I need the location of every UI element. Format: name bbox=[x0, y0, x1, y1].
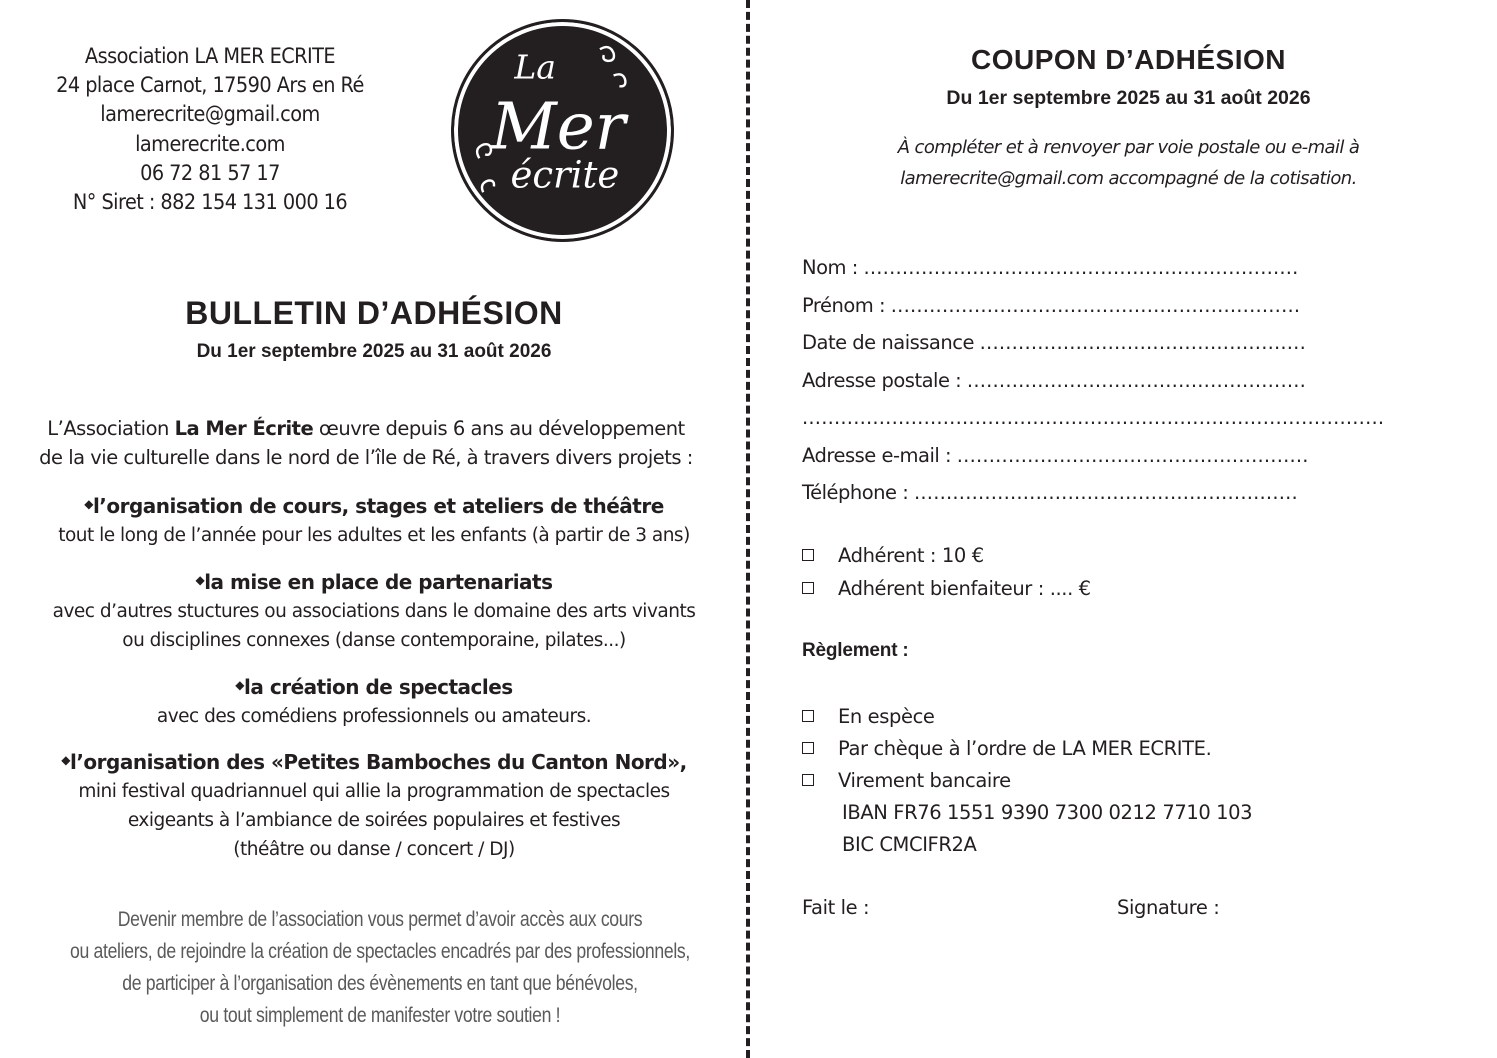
swirl-icon bbox=[477, 144, 491, 158]
contact-block bbox=[35, 42, 385, 217]
field-dotted-line[interactable]: ................................................... bbox=[979, 331, 1306, 354]
field-label: Nom : bbox=[802, 256, 864, 279]
checkbox-icon[interactable] bbox=[802, 774, 814, 786]
la-mer-ecrite-logo bbox=[451, 19, 674, 242]
field-label: Adresse e-mail : bbox=[802, 444, 957, 467]
project-description: tout le long de l’année pour les adultes et les enfants (à partir de 3 ans) bbox=[58, 525, 690, 546]
coupon-panel bbox=[760, 0, 1497, 1058]
bulletin-dates: Du 1er septembre 2025 au 31 août 2026 bbox=[196, 341, 552, 362]
project-title bbox=[0, 489, 748, 521]
field-dotted-line[interactable]: ........................................................................................... bbox=[802, 406, 1385, 429]
project-item bbox=[0, 565, 748, 655]
swirl-icon bbox=[614, 74, 626, 86]
project-title bbox=[0, 745, 748, 777]
field-dotted-line[interactable]: .................................................................... bbox=[863, 256, 1299, 279]
checkbox-icon[interactable] bbox=[802, 549, 814, 561]
diamond-bullet-icon: ◆ bbox=[235, 678, 245, 692]
siret: N° Siret : 882 154 131 000 16 bbox=[72, 190, 348, 215]
diamond-bullet-icon: ◆ bbox=[195, 573, 205, 587]
bulletin-title: BULLETIN D’ADHÉSION bbox=[185, 295, 563, 331]
checkbox-icon[interactable] bbox=[802, 742, 814, 754]
checkbox-icon[interactable] bbox=[802, 582, 814, 594]
intro-paragraph bbox=[0, 414, 732, 472]
project-description: exigeants à l’ambiance de soirées populaires et festives bbox=[127, 810, 621, 831]
field-label: Adresse postale : bbox=[802, 369, 967, 392]
swirl-icon bbox=[482, 180, 494, 192]
project-title bbox=[0, 565, 748, 597]
field-dotted-line[interactable]: ....................................................... bbox=[956, 444, 1309, 467]
option-label: Virement bancaire bbox=[838, 769, 1011, 792]
membership-option-adherent[interactable] bbox=[802, 544, 984, 567]
email: lamerecrite@gmail.com bbox=[100, 102, 320, 127]
field-date-naissance[interactable] bbox=[802, 331, 1322, 354]
diamond-bullet-icon: ◆ bbox=[61, 753, 70, 767]
field-label: Téléphone : bbox=[802, 481, 914, 504]
association-name: Association LA MER ECRITE bbox=[84, 44, 336, 68]
field-prenom[interactable] bbox=[802, 294, 1322, 317]
option-label: Adhérent bienfaiteur : .... € bbox=[838, 577, 1091, 600]
logo-word-mer: Mer bbox=[490, 89, 626, 165]
payment-option-virement[interactable] bbox=[802, 769, 1011, 792]
project-description: (théâtre ou danse / concert / DJ) bbox=[233, 839, 515, 860]
association-name-bold: La Mer Écrite bbox=[174, 417, 314, 440]
cut-line-divider bbox=[746, 0, 750, 1058]
field-dotted-line[interactable]: ............................................................ bbox=[914, 481, 1298, 504]
coupon-title: COUPON D’ADHÉSION bbox=[971, 44, 1286, 75]
intro-text: de la vie culturelle dans le nord de l’île de Ré, à travers divers projets : bbox=[39, 446, 693, 469]
phone: 06 72 81 57 17 bbox=[140, 160, 280, 185]
project-title-text: la mise en place de partenariats bbox=[204, 570, 553, 594]
project-item bbox=[0, 489, 748, 550]
field-telephone[interactable] bbox=[802, 481, 1322, 504]
swirl-icon bbox=[600, 47, 614, 61]
benefit-line: ou tout simplement de manifester votre soutien ! bbox=[199, 1004, 561, 1027]
field-adresse-postale[interactable] bbox=[802, 369, 1322, 392]
bulletin-panel bbox=[0, 0, 748, 1058]
payment-option-cheque[interactable] bbox=[802, 737, 1211, 760]
coupon-instructions bbox=[760, 132, 1497, 194]
checkbox-icon[interactable] bbox=[802, 710, 814, 722]
intro-text: œuvre depuis 6 ans au développement bbox=[313, 417, 685, 440]
membership-benefits bbox=[61, 904, 699, 1032]
coupon-dates: Du 1er septembre 2025 au 31 août 2026 bbox=[946, 87, 1311, 109]
diamond-bullet-icon: ◆ bbox=[84, 497, 93, 511]
project-title bbox=[0, 670, 748, 702]
option-label: Par chèque à l’ordre de LA MER ECRITE. bbox=[838, 737, 1212, 760]
payment-option-espece[interactable] bbox=[802, 705, 935, 728]
benefit-line: ou ateliers, de rejoindre la création de spectacles encadrés par des professionnels, bbox=[70, 940, 690, 963]
logo-artwork bbox=[454, 22, 671, 239]
project-description: avec des comédiens professionnels ou amateurs. bbox=[156, 706, 592, 727]
signature-field[interactable]: Signature : bbox=[1117, 896, 1220, 919]
field-nom[interactable] bbox=[802, 256, 1322, 279]
field-adresse-email[interactable] bbox=[802, 444, 1322, 467]
iban: IBAN FR76 1551 9390 7300 0212 7710 103 bbox=[842, 801, 1253, 824]
project-title-text: l’organisation de cours, stages et ateliers de théâtre bbox=[92, 494, 664, 518]
project-item bbox=[0, 670, 748, 731]
field-label: Date de naissance bbox=[802, 331, 980, 354]
address: 24 place Carnot, 17590 Ars en Ré bbox=[56, 73, 364, 98]
instruction-line: lamerecrite@gmail.com accompagné de la cotisation. bbox=[900, 168, 1357, 189]
project-item bbox=[0, 745, 748, 864]
project-title-text: l’organisation des «Petites Bamboches du Canton Nord», bbox=[69, 750, 687, 774]
intro-text: L’Association bbox=[47, 417, 175, 440]
membership-option-bienfaiteur[interactable] bbox=[802, 577, 1091, 600]
field-dotted-line[interactable]: ................................................................ bbox=[890, 294, 1301, 317]
option-label: Adhérent : 10 € bbox=[838, 544, 984, 567]
fait-le-field[interactable]: Fait le : bbox=[802, 896, 870, 919]
field-dotted-line[interactable]: ..................................................... bbox=[966, 369, 1307, 392]
project-description: avec d’autres stuctures ou associations dans le domaine des arts vivants bbox=[52, 601, 696, 622]
field-adresse-postale-line2[interactable] bbox=[802, 406, 1385, 429]
benefit-line: de participer à l’organisation des évènements en tant que bénévoles, bbox=[122, 972, 638, 995]
field-label: Prénom : bbox=[802, 294, 891, 317]
project-title-text: la création de spectacles bbox=[244, 675, 513, 699]
benefit-line: Devenir membre de l’association vous permet d’avoir accès aux cours bbox=[117, 908, 643, 931]
instruction-line: À compléter et à renvoyer par voie postale ou e-mail à bbox=[897, 137, 1360, 158]
logo-word-ecrite: écrite bbox=[510, 153, 620, 197]
option-label: En espèce bbox=[838, 705, 935, 728]
bic: BIC CMCIFR2A bbox=[842, 833, 977, 856]
logo-word-la: La bbox=[514, 47, 557, 87]
website: lamerecrite.com bbox=[135, 131, 285, 156]
project-description: mini festival quadriannuel qui allie la programmation de spectacles bbox=[78, 781, 670, 802]
reglement-heading: Règlement : bbox=[802, 640, 909, 661]
project-description: ou disciplines connexes (danse contemporaine, pilates...) bbox=[122, 630, 626, 651]
